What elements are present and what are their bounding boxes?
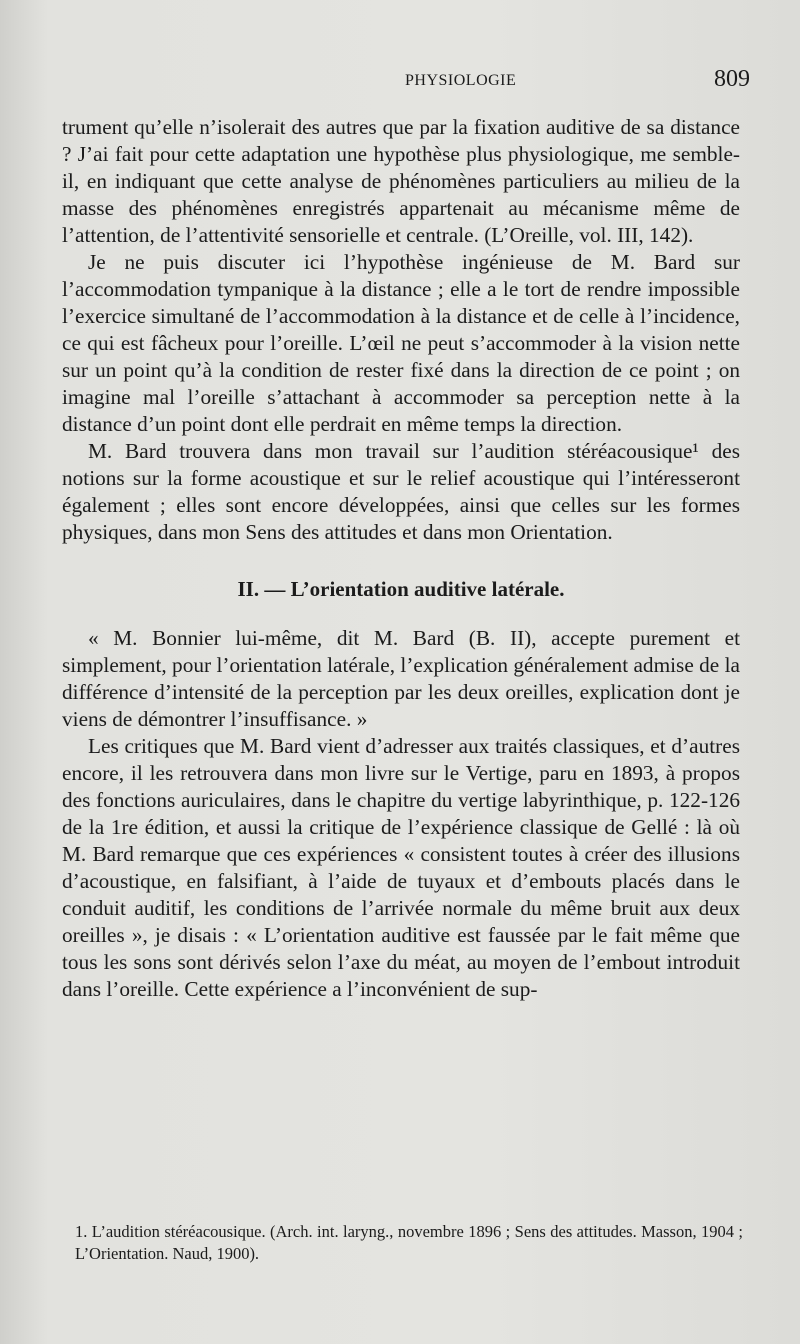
paragraph-2: Je ne puis discuter ici l’hypothèse ingénieuse de M. Bard sur l’accommodation tympanique à la distance ; elle a le tort de rendre impossible l’exercice simultané de l’accommodation à la distance et de celle à l’incidence, ce qui est fâcheux pour l’oreille. L’œil ne peut s’accommoder à la vision nette sur un point qu’à la condition de rester fixé dans la direction de ce point ; on imagine mal l’oreille s’attachant à accommoder sa perception nette à la distance d’un point dont elle perdrait en même temps la direction. xyxy=(62,250,740,436)
body-text xyxy=(62,114,740,1003)
running-title: PHYSIOLOGIE xyxy=(405,72,517,89)
paragraph-3: M. Bard trouvera dans mon travail sur l’audition stéréacousique¹ des notions sur la forme acoustique et sur le relief acoustique qui l’intéresseront également ; elles sont encore développées, ainsi que celles sur les formes physiques, dans mon Sens des attitudes et dans mon Orientation. xyxy=(62,439,740,544)
paragraph-5: Les critiques que M. Bard vient d’adresser aux traités classiques, et d’autres encore, il les retrouvera dans mon livre sur le Vertige, paru en 1893, à propos des fonctions auriculaires, dans le chapitre du vertige labyrinthique, p. 122-126 de la 1re édition, et aussi la critique de l’expérience classique de Gellé : là où M. Bard remarque que ces expériences « consistent toutes à créer des illusions d’acoustique, en falsifiant, à l’aide de tuyaux et d’embouts placés dans le conduit auditif, les conditions de l’arrivée normale du même bruit aux deux oreilles », je disais : « L’orientation auditive est faussée par le fait même que tous les sons sont dérivés selon l’axe du méat, au moyen de l’embout introduit dans l’oreille. Cette expérience a l’inconvénient de sup- xyxy=(62,734,740,1001)
section-heading: II. — L’orientation auditive latérale. xyxy=(237,577,565,601)
paragraph-4: « M. Bonnier lui-même, dit M. Bard (B. II), accepte purement et simplement, pour l’orientation latérale, l’explication généralement admise de la différence d’intensité de la perception par les deux oreilles, explication dont je viens de démontrer l’insuffisance. » xyxy=(62,626,740,731)
page-header xyxy=(60,66,760,100)
footnote: 1. L’audition stéréacousique. (Arch. int. laryng., novembre 1896 ; Sens des attitudes. Masson, 1904 ; L’Orientation. Naud, 1900). xyxy=(75,1222,743,1263)
page-number: 809 xyxy=(714,66,750,92)
paragraph-1: trument qu’elle n’isolerait des autres que par la fixation auditive de sa distance ? J’ai fait pour cette adaptation une hypothèse plus physiologique, me semble-il, en indiquant que cette analyse de phénomènes particuliers au milieu de la masse des phénomènes enregistrés appartenait au mécanisme même de l’attention, de l’attentivité sensorielle et centrale. (L’Oreille, vol. III, 142). xyxy=(62,115,740,247)
